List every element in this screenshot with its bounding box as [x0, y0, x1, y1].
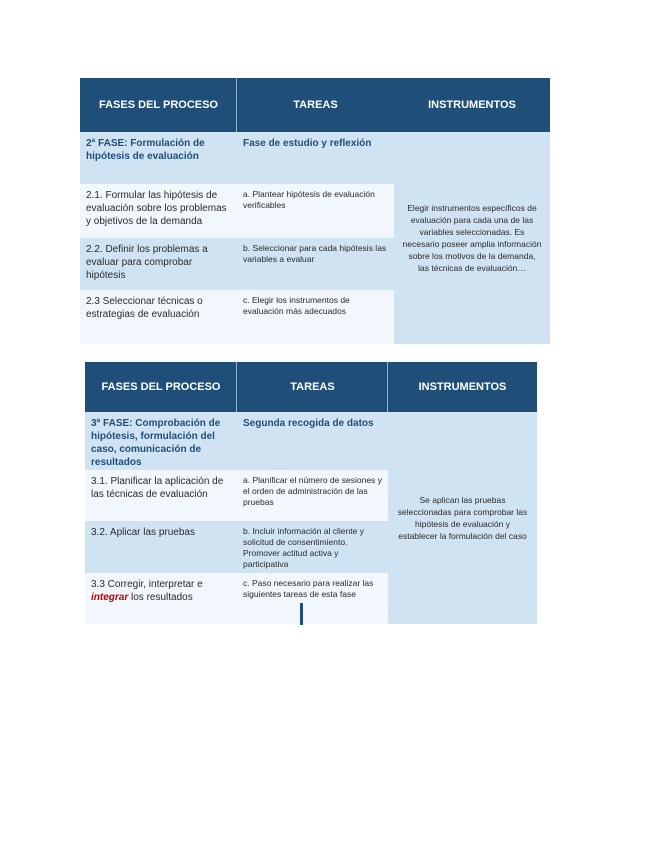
- header-tareas: TAREAS: [237, 78, 394, 132]
- phase-row-1: 2.1. Formular las hipótesis de evaluación sobre los problemas y objetivos de la demanda: [80, 184, 237, 238]
- header-fases: FASES DEL PROCESO: [80, 78, 237, 132]
- phase-row-3: [85, 573, 237, 624]
- task-title: Segunda recogida de datos: [237, 412, 388, 470]
- instruments-text: Se aplican las pruebas seleccionadas para comprobar las hipótesis de evaluación y establecer la formulación del caso: [397, 495, 528, 541]
- header-divider: [236, 362, 237, 412]
- table-fase-2: [80, 78, 550, 344]
- phase-title: 3ª FASE: Comprobación de hipótesis, formulación del caso, comunicación de resultados: [85, 412, 237, 470]
- phase-row-3-pre: 3.3 Corregir, interpretar e: [91, 579, 203, 590]
- table-fase-3: [85, 362, 537, 624]
- vertical-marker: [300, 603, 303, 625]
- header-tareas: TAREAS: [237, 362, 388, 412]
- task-title: Fase de estudio y reflexión: [237, 132, 394, 184]
- task-row-1: a. Plantear hipótesis de evaluación verificables: [237, 184, 394, 238]
- header-instrumentos: INSTRUMENTOS: [388, 362, 537, 412]
- task-row-3: c. Paso necesario para realizar las siguientes tareas de esta fase: [237, 573, 388, 624]
- phase-row-3: 2.3 Seleccionar técnicas o estrategias de evaluación: [80, 290, 237, 344]
- phase-row-2: 3.2. Aplicar las pruebas: [85, 521, 237, 573]
- header-instrumentos: INSTRUMENTOS: [394, 78, 550, 132]
- task-row-1: a. Planificar el número de sesiones y el orden de administración de las pruebas: [237, 470, 388, 521]
- header-fases: FASES DEL PROCESO: [85, 362, 237, 412]
- phase-row-3-emphasis: integrar: [91, 592, 129, 603]
- instruments-text: Elegir instrumentos específicos de evaluación para cada una de las variables seleccionadas. Es necesario poseer amplia información sobre los motivos de la demanda, las técnicas de evaluación…: [402, 203, 542, 273]
- header-divider: [236, 78, 237, 132]
- instruments-cell: [394, 132, 550, 344]
- task-row-3: c. Elegir los instrumentos de evaluación más adecuados: [237, 290, 394, 344]
- phase-row-1: 3.1. Planificar la aplicación de las técnicas de evaluación: [85, 470, 237, 521]
- phase-row-2: 2.2. Definir los problemas a evaluar para comprobar hipótesis: [80, 238, 237, 290]
- phase-row-3-post: los resultados: [128, 592, 193, 603]
- task-row-2: b. Incluir información al cliente y solicitud de consentimiento. Promover actitud activa y participativa: [237, 521, 388, 573]
- header-divider: [387, 362, 388, 412]
- instruments-cell: [388, 412, 537, 624]
- phase-title: 2ª FASE: Formulación de hipótesis de evaluación: [80, 132, 237, 184]
- task-row-2: b. Seleccionar para cada hipótesis las variables a evaluar: [237, 238, 394, 290]
